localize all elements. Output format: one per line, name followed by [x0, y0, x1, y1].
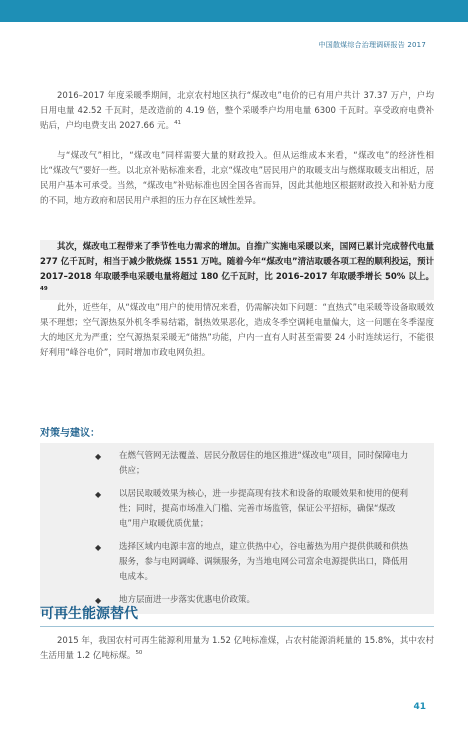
paragraph-text: 2016–2017 年度采暖季期间，北京农村地区执行“煤改电”电价的已有用户共计 37.37 万户，户均日用电量 42.52 千瓦时，是改造前的 4.19 倍，整个采暖季户均用电量 6300 千瓦时。享受政府电费补贴后，户均电费支出 2027.66 元。 — [40, 91, 434, 131]
list-item-text: 选择区域内电源丰富的地点，建立供热中心，谷电蓄热为用户提供供暖和供热服务，参与电网调峰、调频服务，为当地电网公司富余电源提供出口，降低用电成本。 — [119, 542, 409, 582]
section-heading-renewables: 可再生能源替代 — [40, 606, 138, 622]
paragraph-electricity-usage — [40, 89, 434, 134]
list-item — [40, 449, 434, 479]
measures-list — [40, 443, 434, 614]
list-item — [40, 540, 434, 585]
list-item — [40, 487, 434, 532]
diamond-bullet-icon: ◆ — [95, 452, 102, 461]
paragraph-text: 此外，近些年，从“煤改电”用户的使用情况来看，仍需解决如下问题：“直热式”电采暖等设备取暖效果不理想；空气源热泵外机冬季易结霜，制热效果恶化，造成冬季空调耗电量偏大，这一问题在冬季湿度大的地区尤为严重；空气源热泵采暖无“储热”功能，户内一直有人时甚至需要 24 小时连续运行，不能很好利用“峰谷电价”，同时增加市政电网负担。 — [40, 303, 434, 358]
header-color-bar — [0, 0, 468, 22]
diamond-bullet-icon: ◆ — [95, 543, 102, 552]
diamond-bullet-icon: ◆ — [95, 490, 102, 499]
footnote-ref: 50 — [135, 650, 143, 657]
list-item-text: 地方层面进一步落实优惠电价政策。 — [119, 595, 256, 605]
list-item-text: 以居民取暖效果为核心，进一步提高现有技术和设备的取暖效果和使用的便利性；同时，提高市场准入门槛、完善市场监管，保证公平招标，确保“煤改电”用户取暖优质优量； — [119, 489, 409, 529]
footnote-ref: 49 — [40, 286, 48, 293]
report-title: 中国散煤综合治理调研报告 2017 — [318, 41, 426, 49]
paragraph-text: 2015 年，我国农村可再生能源利用量为 1.52 亿吨标准煤，占农村能源消耗量的 15.8%，其中农村生活用量 1.2 亿吨标煤。 — [40, 636, 434, 661]
paragraph-seasonal-demand — [40, 240, 434, 300]
heading-divider — [40, 626, 434, 627]
list-item-text: 在燃气管网无法覆盖、居民分散居住的地区推进“煤改电”项目，同时保障电力供应； — [119, 451, 409, 476]
paragraph-cost-comparison — [40, 149, 434, 209]
paragraph-renewables — [40, 634, 434, 664]
paragraph-problems — [40, 301, 434, 361]
page-number: 41 — [413, 702, 426, 712]
footnote-ref: 41 — [174, 120, 182, 127]
measures-heading: 对策与建议： — [40, 428, 100, 439]
diamond-bullet-icon: ◆ — [95, 596, 102, 605]
paragraph-text: 其次，煤改电工程带来了季节性电力需求的增加。自推广实施电采暖以来，国网已累计完成替代电量 277 亿千瓦时，相当于减少散烧煤 1551 万吨。随着今年“煤改电”清洁取暖各项工程的顺利投运，预计 2017–2018 年取暖季电采暖电量将超过 180 亿千瓦时，比 2016–2017 年取暖季增长 50% 以上。 — [40, 242, 434, 282]
paragraph-text: 与“煤改气”相比，“煤改电”同样需要大量的财政投入。但从运维成本来看，“煤改电”的经济性相比“煤改气”要好一些。以北京补贴标准来看，北京“煤改电”居民用户的取暖支出与燃煤取暖支出相近，居民用户基本可承受。当然，“煤改电”补贴标准也因全国各省而异，因此其他地区根据财政投入和补贴力度的不同，地方政府和居民用户承担的压力存在区域性差异。 — [40, 151, 434, 206]
